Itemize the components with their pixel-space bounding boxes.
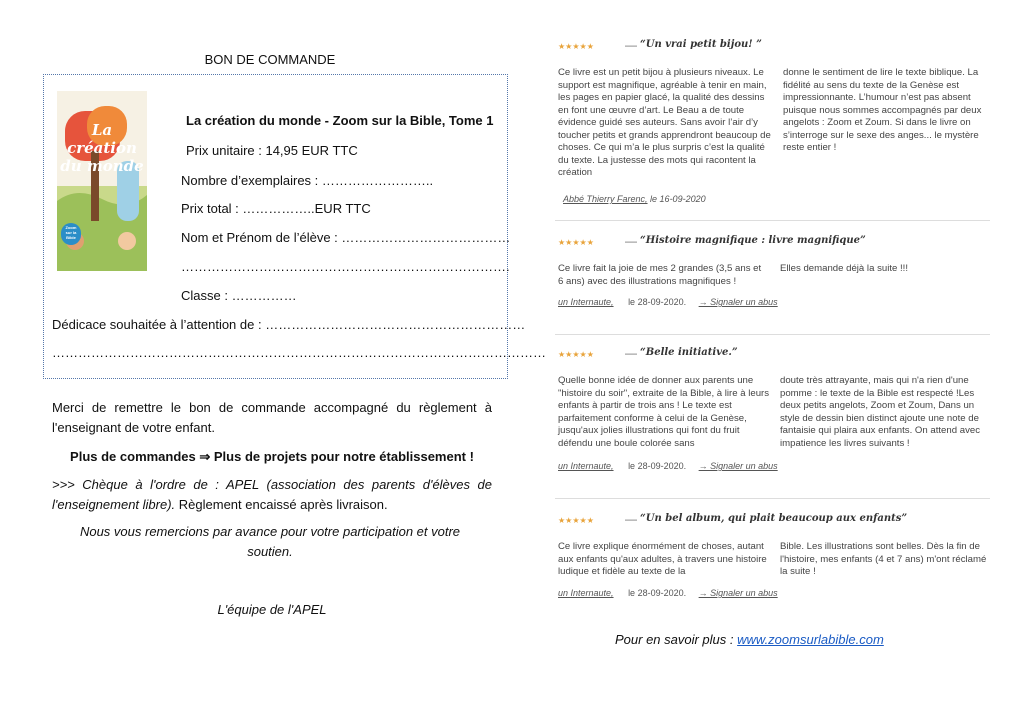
cover-title-line1: La création: [67, 121, 137, 157]
rating-stars-icon: ★★★★★: [558, 350, 594, 359]
review-text-col2: Elles demande déjà la suite !!!: [780, 263, 908, 274]
student-name-continuation[interactable]: ………………………………………………………………….: [181, 259, 510, 274]
more-info-label: Pour en savoir plus :: [615, 632, 738, 647]
rating-stars-icon: ★★★★★: [558, 238, 594, 247]
signature: L'équipe de l'APEL: [217, 602, 327, 617]
website-link[interactable]: www.zoomsurlabible.com: [737, 632, 884, 647]
review-dash: —: [625, 38, 637, 52]
review-dash: —: [625, 346, 637, 360]
cover-badge-line3: Bible: [66, 235, 76, 240]
review-meta: [558, 461, 778, 471]
review-text-col2: Bible. Les illustrations sont belles. Dès la fin de l'histoire, mes enfants (4 et 7 ans) m'ont réclamé la suite !: [780, 541, 987, 577]
review-title: “Histoire magnifique : livre magnifique”: [640, 235, 866, 246]
review-text-col1: Ce livre est un petit bijou à plusieurs niveaux. Le support est magnifique, agréable à tenir en main, les pages en papier glacé, la qualité des dessins en font une œuvre d’art. Le Beau a de toute évidence guidé ses auteurs. Sans avoir l’air d’y toucher petits et grands apprendront beaucoup de choses. Ce qui m’a le plus surpris c’est la qualité du texte. La justesse des mots qui racontent la création: [558, 67, 771, 178]
report-abuse-link[interactable]: → Signaler un abus: [698, 461, 778, 471]
review-text-col1: Ce livre fait la joie de mes 2 grandes (3,5 ans et 6 ans) avec des illustrations magnifiques !: [558, 263, 762, 287]
student-name-field[interactable]: Nom et Prénom de l’élève : …………………………………: [181, 230, 511, 245]
more-info: [615, 632, 884, 647]
cheque-order-text: >>> Chèque à l'ordre de : APEL (association des parents d'élèves de l'enseignement libre).: [52, 477, 492, 512]
book-cover-art: [57, 91, 147, 271]
book-cover-illustration: [57, 91, 147, 271]
rating-stars-icon: ★★★★★: [558, 516, 594, 525]
class-field[interactable]: Classe : ……………: [181, 288, 297, 303]
review-divider: [555, 498, 990, 499]
review-author-link[interactable]: un Internaute,: [558, 461, 614, 471]
return-instructions: Merci de remettre le bon de commande accompagné du règlement à l'enseignant de votre enfant.: [52, 400, 492, 435]
total-price-field[interactable]: Prix total : ……………..EUR TTC: [181, 201, 371, 216]
review-text-col1: Ce livre explique énormément de choses, autant aux enfants qu'aux adultes, à travers une histoire ludique et fidèle au texte de la: [558, 541, 767, 577]
review-divider: [555, 334, 990, 335]
review-text-col1: Quelle bonne idée de donner aux parents une "histoire du soir", extraite de la Bible, à lire à leurs enfants à partir de trois ans ! Le texte est parfaitement conforme à celui de la Genèse, jusqu'aux jolies illustrations qui font du fruit défendu une boule colorée sans: [558, 375, 770, 449]
review-meta: [563, 194, 706, 204]
review-date: le 28-09-2020.: [628, 461, 687, 471]
review-dash: —: [625, 234, 637, 248]
cover-badge-line1: Zoom: [65, 225, 77, 230]
review-text-col2: doute très attrayante, mais qui n'a rien d'une pomme : le texte de la Bible est respecté !Les deux petits angelots, Zoom et Zoum, Dans un style de dessin bien distinct ajoute une note de fantaisie qui plaira aux enfants. On attend avec impatience les livres suivants !: [780, 375, 980, 449]
review-title: “Un vrai petit bijou! ”: [640, 39, 762, 50]
review-title: “Un bel album, qui plait beaucoup aux enfants”: [640, 513, 908, 524]
cover-badge-line2: sur la: [65, 230, 77, 235]
report-abuse-link[interactable]: → Signaler un abus: [698, 588, 778, 598]
rating-stars-icon: ★★★★★: [558, 42, 594, 51]
reviews-panel: [555, 0, 995, 724]
review-text-col2: donne le sentiment de lire le texte biblique. La fidélité au sens du texte de la Genèse est impressionnante. L’humour n’est pas absent puisque nous sommes accompagnés par deux angelots : Zoom et Zoum. Si dans le livre on s’interroge sur le sexe des anges... le mystère reste entier !: [783, 67, 982, 153]
report-abuse-link[interactable]: → Signaler un abus: [698, 297, 778, 307]
dedication-field[interactable]: Dédicace souhaitée à l’attention de : ……………………………………………………: [52, 317, 526, 332]
review-divider: [555, 220, 990, 221]
review-date: le 28-09-2020.: [628, 297, 687, 307]
review-author-link[interactable]: un Internaute,: [558, 297, 614, 307]
thanks-message: Nous vous remercions par avance pour votre participation et votre soutien.: [79, 524, 461, 559]
review-title: “Belle initiative.”: [640, 347, 738, 358]
dedication-continuation[interactable]: ……………………………………………………………………………………………………: [52, 345, 546, 360]
book-title: La création du monde - Zoom sur la Bible, Tome 1: [186, 113, 494, 128]
order-form-box: [43, 74, 546, 379]
copies-field[interactable]: Nombre d’exemplaires : ……………………..: [181, 173, 434, 188]
unit-price: Prix unitaire : 14,95 EUR TTC: [186, 143, 358, 158]
review-dash: —: [625, 512, 637, 526]
review-meta: [558, 588, 778, 598]
review-date: le 16-09-2020: [647, 194, 706, 204]
cover-badge: [62, 225, 80, 240]
review-meta: [558, 297, 778, 307]
review-author-link[interactable]: un Internaute,: [558, 588, 614, 598]
payment-instructions: [52, 475, 492, 515]
order-form-title: BON DE COMMANDE: [204, 52, 336, 67]
review-date: le 28-09-2020.: [628, 588, 687, 598]
review-author-link[interactable]: Abbé Thierry Farenc,: [563, 194, 648, 204]
slogan: Plus de commandes ⇒ Plus de projets pour notre établissement !: [70, 449, 474, 464]
cover-title-line2: du monde: [60, 157, 144, 175]
payment-after-delivery: Règlement encaissé après livraison.: [175, 497, 388, 512]
